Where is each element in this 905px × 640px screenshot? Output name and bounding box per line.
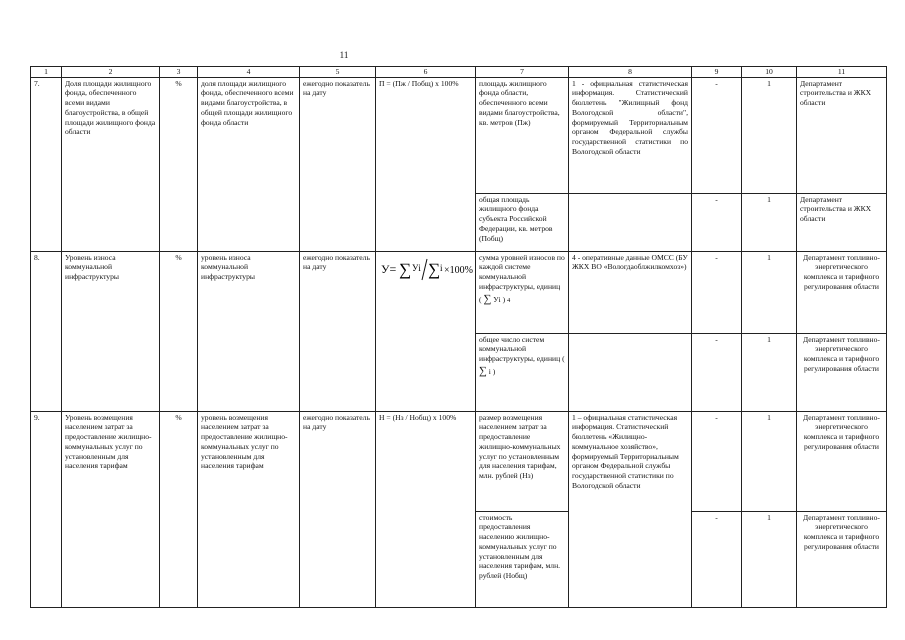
wear-formula (379, 256, 475, 282)
periodicity: ежегодно показатель на дату (300, 251, 376, 411)
formula: П = (Пж / Побщ) х 100% (376, 77, 476, 251)
col-10-value: 1 (742, 77, 797, 193)
header-col-1: 1 (31, 67, 62, 78)
responsible-body: Департамент строительства и ЖКХ области (797, 77, 887, 193)
sigma-glyph: ∑ (479, 364, 487, 377)
data-source: 1 - официальная статистическая информация. Статистический бюллетень "Жилищный фонд Вологодской области", формируемый Территориальным органом Федеральной службы государственной статистики по Вологодской области (569, 77, 692, 193)
periodicity: ежегодно показатель на дату (300, 77, 376, 251)
col-10-value: 1 (742, 193, 797, 251)
header-col-4: 4 (198, 67, 300, 78)
col-9-value: - (692, 511, 742, 607)
header-col-3: 3 (160, 67, 198, 78)
formula-sum-2: ∑ (428, 259, 441, 279)
responsible-body: Департамент топливно-энергетического комплекса и тарифного регулирования области (797, 251, 887, 333)
responsible-body: Департамент топливно-энергетического комплекса и тарифного регулирования области (797, 511, 887, 607)
base-indicator-text: общее число систем коммунальной инфраструктуры, единиц (479, 334, 561, 364)
header-col-10: 10 (742, 67, 797, 78)
col-10-value: 1 (742, 333, 797, 411)
sum-symbol: ( ∑ Уi ) 4 (479, 292, 511, 305)
formula-denominator: i (440, 262, 443, 273)
sum-symbol: ( ∑ i ) (479, 354, 565, 377)
indicators-table (30, 66, 887, 608)
periodicity: ежегодно показатель на дату (300, 411, 376, 607)
col-9-value: - (692, 251, 742, 333)
formula-numerator: Уi (412, 262, 421, 273)
data-source (569, 193, 692, 251)
indicator-definition: уровень износа коммунальной инфраструктуры (198, 251, 300, 411)
unit: % (160, 411, 198, 607)
sum-index: 4 (507, 296, 511, 304)
header-col-9: 9 (692, 67, 742, 78)
table-row (31, 251, 887, 333)
page-number: 11 (339, 50, 349, 60)
sum-argument: Уi (493, 294, 501, 304)
indicator-name: Уровень возмещения населением затрат за предоставление жилищно-коммунальных услуг по установленным для населения тарифам (62, 411, 160, 607)
col-9-value: - (692, 77, 742, 193)
data-source: 1 – официальная статистическая информация. Статистический бюллетень «Жилищно-коммунальное хозяйство», формируемый Территориальным органом Федеральной службы государственной статистики по Вологодской области (569, 411, 692, 607)
formula-slash (422, 259, 427, 280)
col-9-value: - (692, 333, 742, 411)
base-indicator: стоимость предоставления населению жилищно-коммунальных услуг по установленным для населения тарифам, млн. рублей (Нобщ) (476, 511, 569, 607)
row-number: 7. (31, 77, 62, 251)
col-10-value: 1 (742, 411, 797, 511)
base-indicator (476, 333, 569, 411)
header-col-7: 7 (476, 67, 569, 78)
formula (376, 251, 476, 411)
formula-multiplier: ×100% (444, 264, 473, 276)
indicator-name: Доля площади жилищного фонда, обеспеченного всеми видами благоустройства, в общей площади жилищного фонда области (62, 77, 160, 251)
row-number: 9. (31, 411, 62, 607)
row-number: 8. (31, 251, 62, 411)
header-col-8: 8 (569, 67, 692, 78)
responsible-body: Департамент строительства и ЖКХ области (797, 193, 887, 251)
header-col-6: 6 (376, 67, 476, 78)
col-10-value: 1 (742, 251, 797, 333)
responsible-body: Департамент топливно-энергетического комплекса и тарифного регулирования области (797, 333, 887, 411)
col-9-value: - (692, 411, 742, 511)
table-row (31, 77, 887, 193)
base-indicator: общая площадь жилищного фонда субъекта Российской Федерации, кв. метров (Побщ) (476, 193, 569, 251)
sum-argument: i (488, 366, 491, 376)
header-col-2: 2 (62, 67, 160, 78)
indicator-definition: доля площади жилищного фонда, обеспеченного всеми видами благоустройства, в общей площади жилищного фонда области (198, 77, 300, 251)
base-indicator: площадь жилищного фонда области, обеспеченного всеми видами благоустройства, кв. метров (Пж) (476, 77, 569, 193)
data-source (569, 333, 692, 411)
header-row (31, 67, 887, 78)
data-source: 4 - оперативные данные ОМСС (БУ ЖКХ ВО «Вологдаоблжилкомхоз») (569, 251, 692, 333)
header-col-5: 5 (300, 67, 376, 78)
base-indicator (476, 251, 569, 333)
unit: % (160, 77, 198, 251)
indicator-definition: уровень возмещения населением затрат за предоставление жилищно-коммунальных услуг по установленным для населения тарифам (198, 411, 300, 607)
base-indicator: размер возмещения населением затрат за предоставление жилищно-коммунальных услуг по установленным для населения тарифам, млн. рублей (Нз) (476, 411, 569, 511)
table-row (31, 411, 887, 511)
col-9-value: - (692, 193, 742, 251)
responsible-body: Департамент топливно-энергетического комплекса и тарифного регулирования области (797, 411, 887, 511)
base-indicator-text: сумма уровней износов по каждой системе коммунальной инфраструктуры, единиц (479, 252, 565, 291)
indicator-name: Уровень износа коммунальной инфраструктуры (62, 251, 160, 411)
formula-sum-1: ∑ (399, 259, 412, 279)
header-col-11: 11 (797, 67, 887, 78)
sigma-glyph: ∑ (483, 292, 492, 305)
formula-lhs: У= (381, 261, 397, 276)
unit: % (160, 251, 198, 411)
formula: Н = (Нз / Нобщ) х 100% (376, 411, 476, 607)
col-10-value: 1 (742, 511, 797, 607)
